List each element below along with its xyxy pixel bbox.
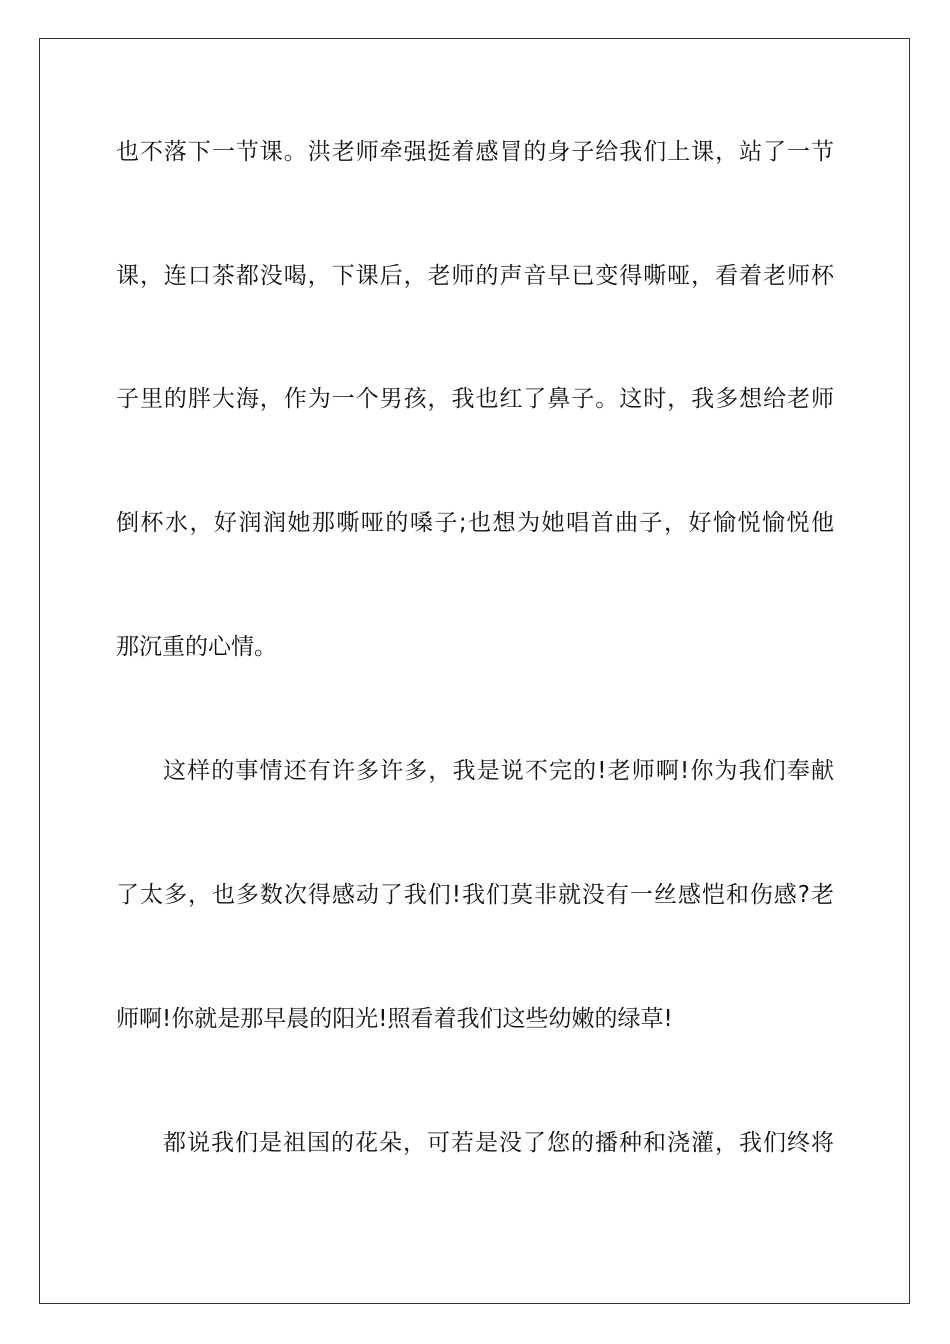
text-line-7: 了太多，也多数次得感动了我们!我们莫非就没有一丝感恺和伤感?老 [116,882,834,908]
text-line-9: 都说我们是祖国的花朵，可若是没了您的播种和浇灌，我们终将 [163,1130,834,1156]
page-border [39,38,910,1304]
text-line-8: 师啊!你就是那早晨的阳光!照看着我们这些幼嫩的绿草! [116,1006,673,1032]
text-line-2: 课，连口茶都没喝，下课后，老师的声音早已变得嘶哑，看着老师杯 [116,263,834,289]
text-line-5: 那沉重的心情。 [116,634,277,660]
text-line-3: 子里的胖大海，作为一个男孩，我也红了鼻子。这时，我多想给老师 [116,386,834,412]
text-line-6: 这样的事情还有许多许多，我是说不完的!老师啊!你为我们奉献 [163,758,834,784]
text-line-4: 倒杯水，好润润她那嘶哑的嗓子;也想为她唱首曲子，好愉悦愉悦他 [116,510,834,536]
text-line-1: 也不落下一节课。洪老师牵强挺着感冒的身子给我们上课，站了一节 [116,139,834,165]
